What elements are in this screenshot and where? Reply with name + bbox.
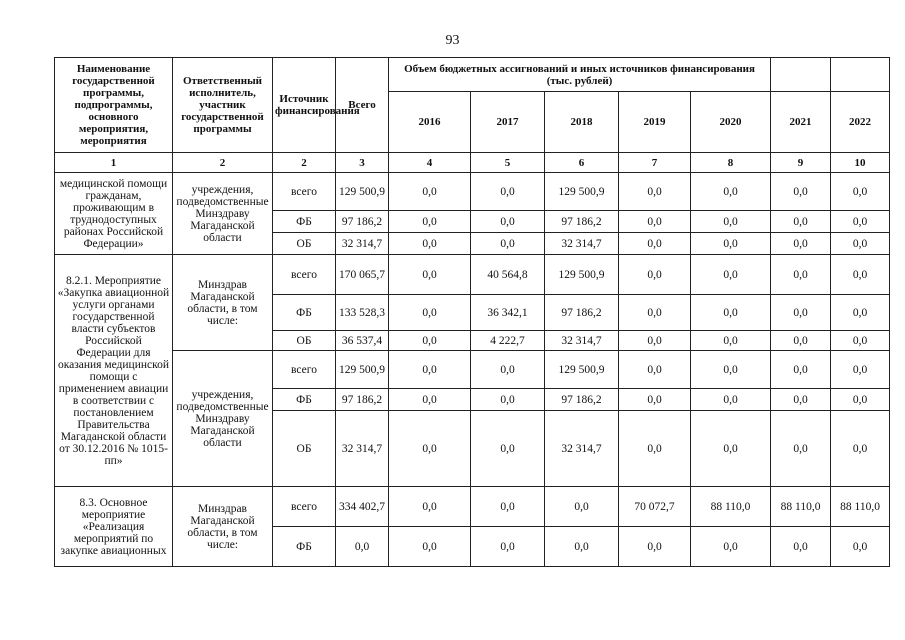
- value-cell-2018: 32 314,7: [545, 331, 619, 351]
- value-cell-2017: 0,0: [471, 351, 545, 389]
- header-budget: Объем бюджетных ассигнований и иных источников финансирования (тыс. рублей): [389, 58, 771, 92]
- header-name: Наименование государственной программы, подпрограммы, основного мероприятия, мероприятия: [55, 58, 173, 153]
- column-number: 7: [619, 153, 691, 173]
- value-cell-2021: 0,0: [771, 331, 831, 351]
- source-cell: ОБ: [273, 331, 336, 351]
- value-cell-2022: 0,0: [831, 411, 890, 487]
- column-number: 4: [389, 153, 471, 173]
- value-cell-2020: 0,0: [691, 211, 771, 233]
- budget-table: [54, 57, 890, 567]
- value-cell-2018: 32 314,7: [545, 411, 619, 487]
- value-cell-2019: 0,0: [619, 351, 691, 389]
- year-header: 2016: [389, 92, 471, 153]
- value-cell-2022: 88 110,0: [831, 487, 890, 527]
- header-responsible: Ответственный исполнитель, участник государственной программы: [173, 58, 273, 153]
- value-cell-2021: 0,0: [771, 211, 831, 233]
- value-cell-2019: 0,0: [619, 233, 691, 255]
- column-number: 6: [545, 153, 619, 173]
- value-cell-2022: 0,0: [831, 389, 890, 411]
- value-cell-2022: 0,0: [831, 331, 890, 351]
- value-cell-2020: 88 110,0: [691, 487, 771, 527]
- value-cell-2021: 0,0: [771, 527, 831, 567]
- total-cell: 36 537,4: [336, 331, 389, 351]
- value-cell-2022: 0,0: [831, 233, 890, 255]
- column-number: 5: [471, 153, 545, 173]
- value-cell-2016: 0,0: [389, 487, 471, 527]
- source-cell: всего: [273, 487, 336, 527]
- value-cell-2016: 0,0: [389, 295, 471, 331]
- year-header: 2018: [545, 92, 619, 153]
- value-cell-2022: 0,0: [831, 351, 890, 389]
- value-cell-2018: 97 186,2: [545, 389, 619, 411]
- column-number: 9: [771, 153, 831, 173]
- value-cell-2018: 97 186,2: [545, 295, 619, 331]
- value-cell-2022: 0,0: [831, 211, 890, 233]
- year-header: 2021: [771, 92, 831, 153]
- value-cell-2021: 0,0: [771, 295, 831, 331]
- table-row: [55, 173, 890, 211]
- value-cell-2022: 0,0: [831, 173, 890, 211]
- year-header: 2019: [619, 92, 691, 153]
- source-cell: ФБ: [273, 211, 336, 233]
- value-cell-2020: 0,0: [691, 255, 771, 295]
- value-cell-2016: 0,0: [389, 233, 471, 255]
- value-cell-2017: 0,0: [471, 211, 545, 233]
- year-header: 2022: [831, 92, 890, 153]
- value-cell-2016: 0,0: [389, 331, 471, 351]
- header-source: Источник финансирования: [273, 58, 336, 153]
- value-cell-2017: 36 342,1: [471, 295, 545, 331]
- source-cell: ФБ: [273, 389, 336, 411]
- total-cell: 334 402,7: [336, 487, 389, 527]
- value-cell-2021: 0,0: [771, 351, 831, 389]
- value-cell-2016: 0,0: [389, 255, 471, 295]
- responsible-cell: учреждения, подведомственные Минздраву Магаданской области: [173, 351, 273, 487]
- value-cell-2020: 0,0: [691, 233, 771, 255]
- value-cell-2020: 0,0: [691, 295, 771, 331]
- column-number: 2: [273, 153, 336, 173]
- value-cell-2016: 0,0: [389, 211, 471, 233]
- header-blank-2: [831, 58, 890, 92]
- value-cell-2017: 0,0: [471, 487, 545, 527]
- value-cell-2019: 0,0: [619, 255, 691, 295]
- value-cell-2019: 0,0: [619, 527, 691, 567]
- year-header: 2017: [471, 92, 545, 153]
- value-cell-2017: 0,0: [471, 411, 545, 487]
- source-cell: ФБ: [273, 527, 336, 567]
- value-cell-2021: 0,0: [771, 173, 831, 211]
- value-cell-2022: 0,0: [831, 255, 890, 295]
- responsible-cell: Минздрав Магаданской области, в том числе:: [173, 255, 273, 351]
- value-cell-2020: 0,0: [691, 331, 771, 351]
- value-cell-2020: 0,0: [691, 411, 771, 487]
- table-body: [55, 173, 890, 567]
- total-cell: 32 314,7: [336, 411, 389, 487]
- value-cell-2018: 0,0: [545, 527, 619, 567]
- value-cell-2018: 129 500,9: [545, 351, 619, 389]
- value-cell-2019: 0,0: [619, 389, 691, 411]
- value-cell-2021: 88 110,0: [771, 487, 831, 527]
- value-cell-2022: 0,0: [831, 527, 890, 567]
- value-cell-2016: 0,0: [389, 173, 471, 211]
- source-cell: всего: [273, 255, 336, 295]
- total-cell: 97 186,2: [336, 389, 389, 411]
- table-row: [55, 255, 890, 295]
- value-cell-2020: 0,0: [691, 173, 771, 211]
- value-cell-2021: 0,0: [771, 233, 831, 255]
- total-cell: 97 186,2: [336, 211, 389, 233]
- value-cell-2017: 0,0: [471, 527, 545, 567]
- program-name-cell: 8.2.1. Мероприятие «Закупка авиационной услуги органами государственной власти субъектов Российской Федерации для оказания медицинской помощи с применением авиации в соответствии с постановлением Правительства Магаданской области от 30.12.2016 № 1015-пп»: [55, 255, 173, 487]
- column-number: 1: [55, 153, 173, 173]
- source-cell: всего: [273, 173, 336, 211]
- column-number: 8: [691, 153, 771, 173]
- total-cell: 32 314,7: [336, 233, 389, 255]
- value-cell-2017: 4 222,7: [471, 331, 545, 351]
- program-name-cell: медицинской помощи гражданам, проживающим в труднодоступных районах Российской Федерации»: [55, 173, 173, 255]
- value-cell-2017: 0,0: [471, 233, 545, 255]
- value-cell-2016: 0,0: [389, 351, 471, 389]
- header-blank-1: [771, 58, 831, 92]
- value-cell-2019: 0,0: [619, 211, 691, 233]
- page-number: 93: [445, 33, 460, 48]
- total-cell: 170 065,7: [336, 255, 389, 295]
- value-cell-2016: 0,0: [389, 389, 471, 411]
- table-row: [55, 487, 890, 527]
- value-cell-2019: 0,0: [619, 331, 691, 351]
- header-total: Всего: [336, 58, 389, 153]
- value-cell-2018: 32 314,7: [545, 233, 619, 255]
- value-cell-2018: 129 500,9: [545, 173, 619, 211]
- value-cell-2019: 70 072,7: [619, 487, 691, 527]
- value-cell-2022: 0,0: [831, 295, 890, 331]
- value-cell-2019: 0,0: [619, 295, 691, 331]
- program-name-cell: 8.3. Основное мероприятие «Реализация мероприятий по закупке авиационных: [55, 487, 173, 567]
- total-cell: 129 500,9: [336, 351, 389, 389]
- year-header: 2020: [691, 92, 771, 153]
- total-cell: 129 500,9: [336, 173, 389, 211]
- value-cell-2017: 40 564,8: [471, 255, 545, 295]
- source-cell: всего: [273, 351, 336, 389]
- column-number: 10: [831, 153, 890, 173]
- value-cell-2021: 0,0: [771, 255, 831, 295]
- value-cell-2016: 0,0: [389, 527, 471, 567]
- value-cell-2020: 0,0: [691, 351, 771, 389]
- value-cell-2021: 0,0: [771, 389, 831, 411]
- table-row: [55, 351, 890, 389]
- value-cell-2019: 0,0: [619, 411, 691, 487]
- value-cell-2017: 0,0: [471, 173, 545, 211]
- value-cell-2019: 0,0: [619, 173, 691, 211]
- value-cell-2018: 97 186,2: [545, 211, 619, 233]
- value-cell-2021: 0,0: [771, 411, 831, 487]
- value-cell-2018: 129 500,9: [545, 255, 619, 295]
- total-cell: 133 528,3: [336, 295, 389, 331]
- value-cell-2018: 0,0: [545, 487, 619, 527]
- column-number: 2: [173, 153, 273, 173]
- source-cell: ОБ: [273, 233, 336, 255]
- responsible-cell: учреждения, подведомственные Минздраву Магаданской области: [173, 173, 273, 255]
- responsible-cell: Минздрав Магаданской области, в том числе:: [173, 487, 273, 567]
- value-cell-2016: 0,0: [389, 411, 471, 487]
- column-number: 3: [336, 153, 389, 173]
- source-cell: ОБ: [273, 411, 336, 487]
- total-cell: 0,0: [336, 527, 389, 567]
- value-cell-2020: 0,0: [691, 389, 771, 411]
- value-cell-2020: 0,0: [691, 527, 771, 567]
- source-cell: ФБ: [273, 295, 336, 331]
- value-cell-2017: 0,0: [471, 389, 545, 411]
